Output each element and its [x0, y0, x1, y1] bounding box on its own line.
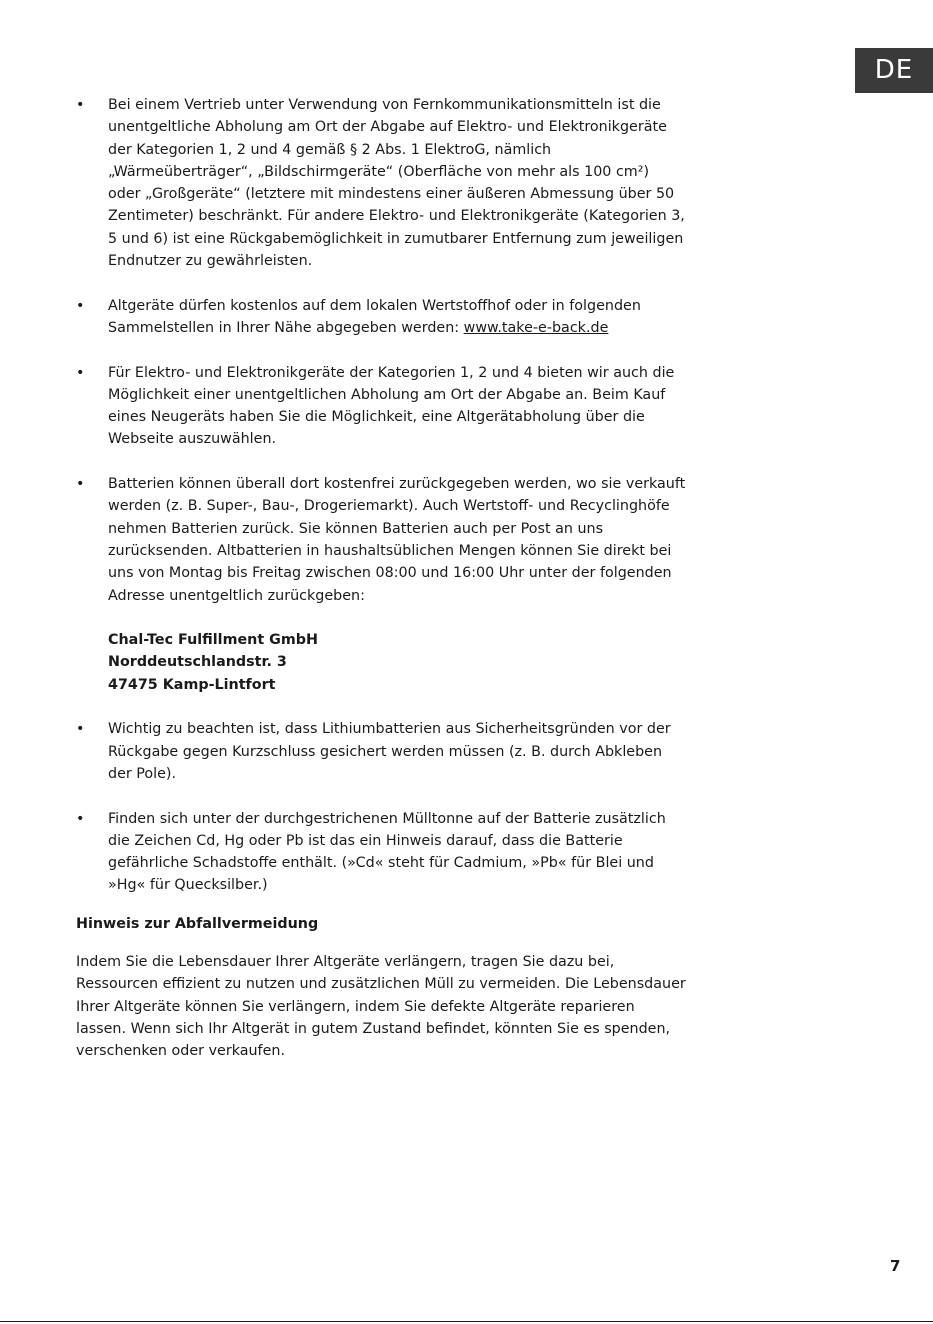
list-item-text: Bei einem Vertrieb unter Verwendung von Fernkommunikationsmitteln ist die unentgeltliche Abholung am Ort der Abgabe auf Elektro- und Elektronikgeräte der Kategorien 1, 2 und 4 gemäß § 2 Abs. 1 ElektroG, nämlich „Wärmeüberträger“, „Bildschirmgeräte“ (Oberfläche von mehr als 100 cm²) oder „Großgeräte“ (letztere mit mindestens einer äußeren Abmessung über 50 Zentimeter) beschränkt. Für andere Elektro- und Elektronikgeräte (Kategorien 3, 5 und 6) ist eine Rückgabemöglichkeit in zumutbarer Entfernung zum jeweiligen Endnutzer zu gewährleisten. [108, 97, 685, 270]
list-item [76, 808, 686, 897]
address-street: Norddeutschlandstr. 3 [108, 654, 287, 671]
list-item [76, 473, 686, 607]
document-body [76, 94, 686, 1062]
bullet-glyph: • [76, 721, 85, 738]
bullet-glyph: • [76, 476, 85, 493]
list-item-text: Finden sich unter der durchgestrichenen Mülltonne auf der Batterie zusätzlich die Zeichen Cd, Hg oder Pb ist das ein Hinweis darauf, dass die Batterie gefährliche Schadstoffe enthält. (»Cd« steht für Cadmium, »Pb« für Blei und »Hg« für Quecksilber.) [108, 810, 666, 894]
list-item-text: Batterien können überall dort kostenfrei zurückgegeben werden, wo sie verkauft werden (z. B. Super-, Bau-, Drogeriemarkt). Auch Wertstoff- und Recyclinghöfe nehmen Batterien zurück. Sie können Batterien auch per Post an uns zurücksenden. Altbatterien in haushaltsüblichen Mengen können Sie direkt bei uns von Montag bis Freitag zwischen 08:00 und 16:00 Uhr unter der folgenden Adresse unentgeltlich zurückgeben: [108, 476, 686, 604]
language-tab: DE [855, 48, 933, 93]
list-item [76, 718, 686, 785]
list-item-text [108, 295, 686, 340]
list-item-text: Für Elektro- und Elektronikgeräte der Kategorien 1, 2 und 4 bieten wir auch die Möglichkeit einer unentgeltlichen Abholung am Ort der Abgabe an. Beim Kauf eines Neugeräts haben Sie die Möglichkeit, eine Altgerätabholung über die Webseite auszuwählen. [108, 364, 675, 448]
bullet-glyph: • [76, 810, 85, 827]
list-item [76, 94, 686, 272]
bullet-glyph: • [76, 97, 85, 113]
bullet-glyph: • [76, 297, 85, 314]
bullet-glyph: • [76, 364, 85, 381]
section-paragraph: Indem Sie die Lebensdauer Ihrer Altgeräte verlängern, tragen Sie dazu bei, Ressourcen effizient zu nutzen und zusätzlichen Müll zu vermeiden. Die Lebensdauer Ihrer Altgeräte können Sie verlängern, indem Sie defekte Altgeräte reparieren lassen. Wenn sich Ihr Altgerät in gutem Zustand befindet, könnten Sie es spenden, verschenken oder verkaufen. [76, 953, 686, 1060]
return-address [76, 629, 686, 696]
address-company: Chal-Tec Fulfillment GmbH [108, 632, 318, 649]
take-e-back-link[interactable]: www.take-e-back.de [463, 319, 609, 336]
address-city: 47475 Kamp-Lintfort [108, 676, 276, 693]
list-item [76, 362, 686, 451]
list-item [76, 295, 686, 340]
list-item-text: Wichtig zu beachten ist, dass Lithiumbatterien aus Sicherheitsgründen vor der Rückgabe gegen Kurzschluss gesichert werden müssen (z. B. durch Abkleben der Pole). [108, 721, 671, 782]
section-heading: Hinweis zur Abfallvermeidung [76, 915, 319, 932]
bottom-rule [0, 1321, 933, 1322]
page-number: 7 [890, 1257, 901, 1275]
list-item-text-part: Altgeräte dürfen kostenlos auf dem lokalen Wertstoffhof oder in folgenden Sammelstellen in Ihrer Nähe abgegeben werden: [108, 297, 641, 336]
